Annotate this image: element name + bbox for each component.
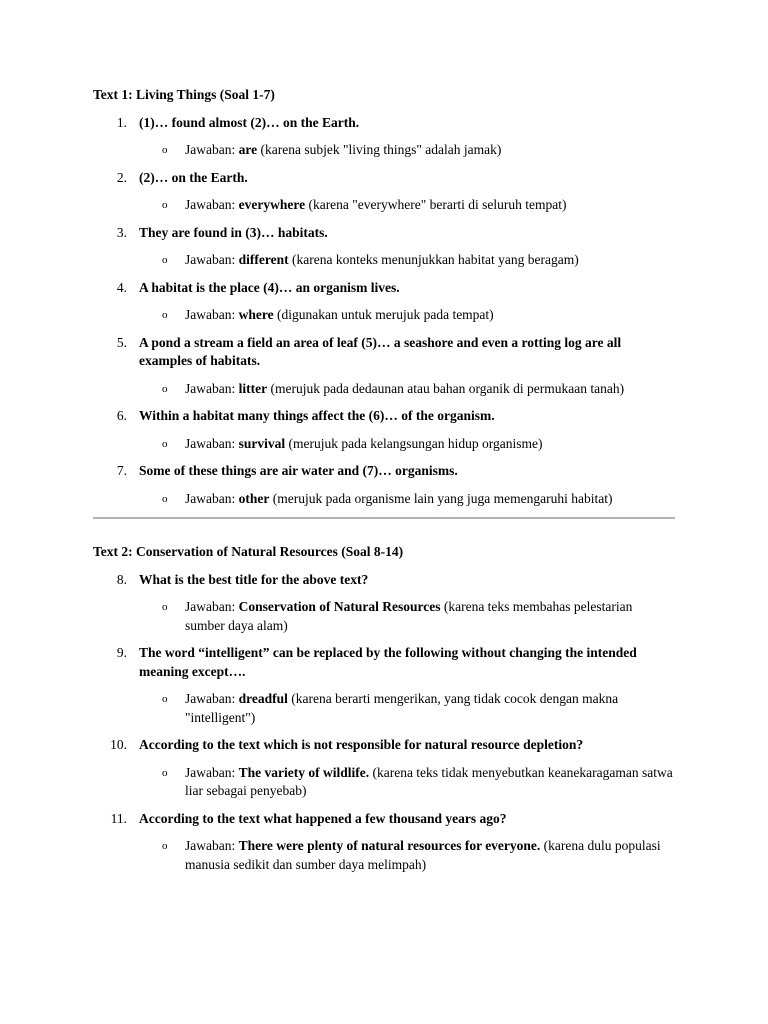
answer-note: (karena teks membahas pelestarian sumber daya alam) [185,599,633,633]
answer-1 [93,141,675,160]
answer-prefix: Jawaban: [185,252,239,267]
answer-9 [93,690,675,727]
question-4 [93,279,675,298]
bullet-icon: o [162,144,168,156]
answer-7 [93,490,675,509]
question-text: What is the best title for the above text? [139,571,369,587]
question-text: The word “intelligent” can be replaced by the following without changing the intended meaning except…. [139,645,637,679]
answer-value: The variety of wildlife. [238,764,370,780]
question-number: 11. [110,810,127,826]
question-number: 8. [116,571,127,587]
question-text: According to the text which is not responsible for natural resource depletion? [139,737,584,752]
answer-10 [93,764,675,801]
answer-note: (karena dulu populasi manusia sedikit dan sumber daya melimpah) [185,838,661,872]
question-11 [93,810,675,829]
question-number: 4. [116,279,127,295]
answer-11 [93,837,675,874]
answer-value: survival [238,435,286,451]
bullet-icon: o [162,601,168,613]
answer-prefix: Jawaban: [185,197,239,212]
answer-value: Conservation of Natural Resources [238,599,441,614]
document-page [93,86,675,874]
answer-note: (karena konteks menunjukkan habitat yang beragam) [288,252,579,267]
bullet-icon: o [162,437,168,450]
answer-value: There were plenty of natural resources for everyone. [238,838,541,853]
question-8 [93,571,675,590]
answer-2 [93,196,675,215]
question-number: 9. [116,645,127,660]
answer-note: (digunakan untuk merujuk pada tempat) [273,307,494,322]
answer-value: other [238,490,270,506]
bullet-icon: o [162,254,168,266]
section-title-text2: Text 2: Conservation of Natural Resources (Soal 8-14) [93,544,404,559]
answer-6 [93,435,675,454]
answer-value: are [238,142,258,157]
question-number: 3. [116,224,127,240]
answer-value: where [238,307,274,322]
question-text: According to the text what happened a few thousand years ago? [139,810,507,826]
question-number: 5. [116,334,127,350]
question-number: 7. [116,463,127,478]
answer-note: (merujuk pada kelangsungan hidup organisme) [285,435,543,451]
bullet-icon: o [162,382,168,395]
question-9 [93,644,675,681]
question-2 [93,169,675,188]
question-5 [93,334,675,371]
bullet-icon: o [162,199,168,211]
answer-prefix: Jawaban: [185,691,239,706]
question-text: A pond a stream a field an area of leaf (5)… a seashore and even a rotting log are all examples of habitats. [139,334,622,368]
question-3 [93,224,675,243]
answer-3 [93,251,675,270]
answer-8 [93,598,675,635]
answer-prefix: Jawaban: [185,599,239,614]
bullet-icon: o [162,309,168,321]
answer-prefix: Jawaban: [185,307,239,322]
question-number: 1. [116,114,127,130]
bullet-icon: o [162,766,168,779]
question-1 [93,114,675,133]
answer-value: litter [238,380,268,396]
section-divider [93,517,675,519]
question-text: (2)… on the Earth. [139,169,248,185]
answer-note: (karena "everywhere" berarti di seluruh tempat) [305,197,567,212]
answer-prefix: Jawaban: [185,838,239,853]
section-title-text1: Text 1: Living Things (Soal 1-7) [93,87,275,102]
question-text: They are found in (3)… habitats. [139,224,328,240]
question-number: 2. [116,169,127,185]
answer-note: (karena berarti mengerikan, yang tidak cocok dengan makna "intelligent") [185,691,619,725]
answer-value: dreadful [238,691,288,706]
question-text: (1)… found almost (2)… on the Earth. [139,114,360,130]
answer-4 [93,306,675,325]
question-number: 6. [116,408,127,423]
question-10 [93,736,675,755]
answer-note: (karena teks tidak menyebutkan keanekaragaman satwa liar sebagai penyebab) [185,764,673,798]
answer-note: (merujuk pada organisme lain yang juga memengaruhi habitat) [269,490,613,506]
answer-5 [93,380,675,399]
question-text: Some of these things are air water and (7)… organisms. [139,463,458,478]
answer-note: (merujuk pada dedaunan atau bahan organik di permukaan tanah) [267,380,625,396]
answer-prefix: Jawaban: [185,435,239,451]
question-text: A habitat is the place (4)… an organism lives. [139,279,400,295]
question-7 [93,462,675,481]
answer-note: (karena subjek "living things" adalah jamak) [257,142,502,157]
answer-prefix: Jawaban: [185,380,239,396]
answer-prefix: Jawaban: [185,764,239,780]
answer-prefix: Jawaban: [185,142,239,157]
question-number: 10. [110,737,127,752]
answer-value: everywhere [238,197,306,212]
bullet-icon: o [162,492,168,505]
question-text: Within a habitat many things affect the (6)… of the organism. [139,408,495,423]
bullet-icon: o [162,840,168,852]
answer-value: different [238,252,289,267]
question-6 [93,407,675,426]
answer-prefix: Jawaban: [185,490,239,506]
bullet-icon: o [162,693,168,705]
